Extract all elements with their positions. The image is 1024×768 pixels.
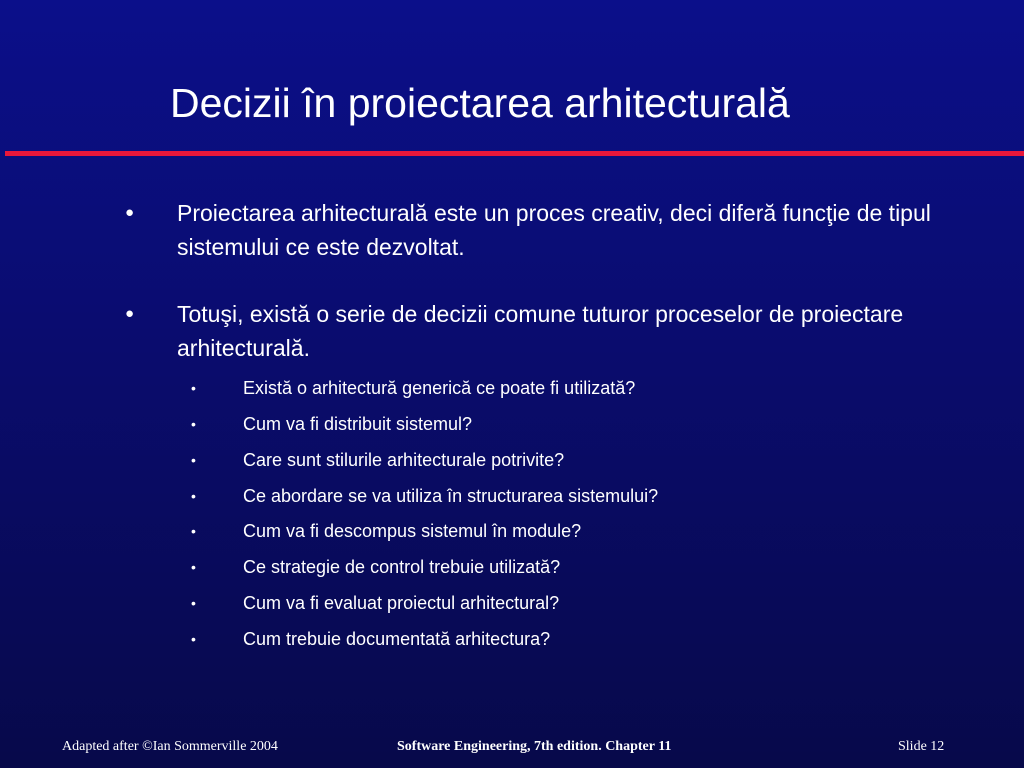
slide-title: Decizii în proiectarea arhitecturală xyxy=(170,80,790,126)
sub-bullet-text: Cum va fi distribuit sistemul? xyxy=(243,414,473,434)
sub-bullet-dot-icon: • xyxy=(191,595,196,611)
sub-bullet-item xyxy=(191,556,561,578)
title-divider xyxy=(5,151,1024,156)
bullet-dot-icon: ● xyxy=(125,305,135,322)
sub-bullet-text: Cum va fi descompus sistemul în module? xyxy=(243,521,582,541)
bullet-text: Totuşi, există o serie de decizii comune tuturor proceselor de proiectare arhitecturală. xyxy=(177,301,904,361)
sub-bullet-item xyxy=(191,449,565,471)
sub-bullet-item xyxy=(191,592,560,614)
sub-bullet-text: Cum trebuie documentată arhitectura? xyxy=(243,629,551,649)
footer-credit: Adapted after ©Ian Sommerville 2004 xyxy=(62,739,278,754)
sub-bullet-dot-icon: • xyxy=(191,523,196,539)
sub-bullet-item xyxy=(191,628,551,650)
sub-bullet-text: Ce strategie de control trebuie utilizată? xyxy=(243,557,561,577)
sub-bullet-item xyxy=(191,413,473,435)
sub-bullet-item xyxy=(191,377,636,399)
sub-bullet-dot-icon: • xyxy=(191,416,196,432)
sub-bullet-dot-icon: • xyxy=(191,452,196,468)
sub-bullet-dot-icon: • xyxy=(191,380,196,396)
bullet-item xyxy=(125,196,967,264)
footer-book-title: Software Engineering, 7th edition. Chapter 11 xyxy=(397,739,672,754)
sub-bullet-item xyxy=(191,520,582,542)
sub-bullet-text: Există o arhitectură generică ce poate fi utilizată? xyxy=(243,378,636,398)
sub-bullet-dot-icon: • xyxy=(191,488,196,504)
bullet-dot-icon: ● xyxy=(125,204,135,221)
sub-bullet-text: Cum va fi evaluat proiectul arhitectural? xyxy=(243,593,560,613)
slide-number: Slide 12 xyxy=(898,739,945,754)
bullet-text: Proiectarea arhitecturală este un proces creativ, deci diferă funcţie de tipul sistemului ce este dezvoltat. xyxy=(177,200,931,260)
sub-bullet-item xyxy=(191,485,659,507)
bullet-item xyxy=(125,297,967,365)
sub-bullet-text: Ce abordare se va utiliza în structurarea sistemului? xyxy=(243,486,659,506)
sub-bullet-dot-icon: • xyxy=(191,559,196,575)
sub-bullet-text: Care sunt stilurile arhitecturale potrivite? xyxy=(243,450,565,470)
sub-bullet-dot-icon: • xyxy=(191,631,196,647)
